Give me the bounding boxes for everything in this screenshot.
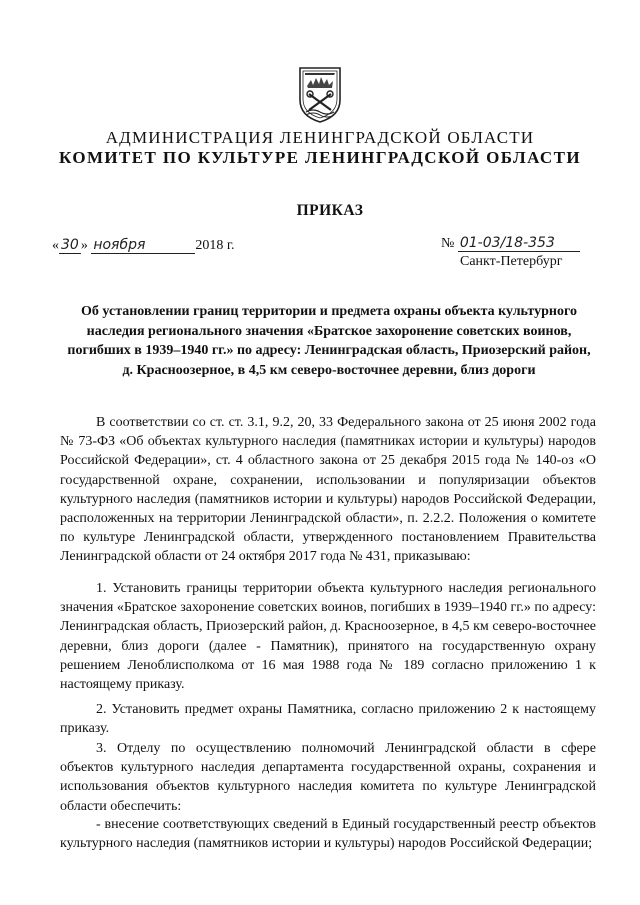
clause-3-paragraph: 3. Отделу по осуществлению полномочий Ленинградской области в сфере объектов культурного наследия департамента государственной охраны, сохранения и использования объектов культурного наследия комитета по культуре Ленинградской области обеспечить: (60, 741, 596, 814)
city-name: Санкт-Петербург (460, 254, 563, 269)
date-quote-close: » (80, 238, 88, 253)
preamble-paragraph: В соответствии со ст. ст. 3.1, 9.2, 20, 33 Федерального закона от 25 июня 2002 года № 73-ФЗ «Об объектах культурного наследия (памятниках истории и культуры) народов Российской Федерации», ст. 4 областного закона от 25 декабря 2015 года № 140-оз «О государственной охране, сохранении, использовании и популяризации объектов культурного наследия (памятников истории и культуры) народов Российской Федерации, расположенных на территории Ленинградской области», п. 2.2.2. Положения о комитете по культуре Ленинградской области, утвержденного постановлением Правительства Ленинградской области от 24 октября 2017 года № 431, приказываю: (60, 415, 596, 565)
order-number (441, 236, 580, 252)
committee-name: КОМИТЕТ ПО КУЛЬТУРЕ ЛЕНИНГРАДСКОЙ ОБЛАСТИ (59, 148, 581, 167)
order-date (52, 238, 235, 254)
date-day: 30 (61, 237, 79, 253)
document-type: ПРИКАЗ (296, 202, 364, 219)
coat-of-arms-icon (297, 66, 343, 124)
clause-2-paragraph: 2. Установить предмет охраны Памятника, согласно приложению 2 к настоящему приказу. (60, 702, 596, 737)
organization-name: АДМИНИСТРАЦИЯ ЛЕНИНГРАДСКОЙ ОБЛАСТИ (105, 128, 535, 147)
clause-1-paragraph: 1. Установить границы территории объекта культурного наследия регионального значения «Братское захоронение советских воинов, погибших в 1939–1940 гг.» по адресу: Ленинградская область, Приозерский район, д. Красноозерное, в 4,5 км северо-восточнее деревни, близ дороги (далее - Памятник), принятого на государственную охрану решением Леноблисполкома от 16 мая 1988 года № 189 согласно приложению 1 к настоящему приказу. (60, 581, 596, 693)
date-year: 2018 г. (195, 238, 235, 253)
date-month: ноября (91, 238, 195, 254)
clause-3-item-paragraph: - внесение соответствующих сведений в Единый государственный реестр объектов культурного наследия (памятников истории и культуры) народов Российской Федерации; (60, 817, 596, 852)
number-value: 01-03/18-353 (458, 236, 580, 252)
number-sign: № (441, 236, 455, 251)
order-subject: Об установлении границ территории и предмета охраны объекта культурного наследия регионального значения «Братское захоронение советских воинов, погибших в 1939–1940 гг.» по адресу: Ленинградская область, Приозерский район, д. Красноозерное, в 4,5 км северо-восточнее деревни, близ дороги (67, 304, 591, 378)
date-quote-open: « (52, 238, 59, 253)
